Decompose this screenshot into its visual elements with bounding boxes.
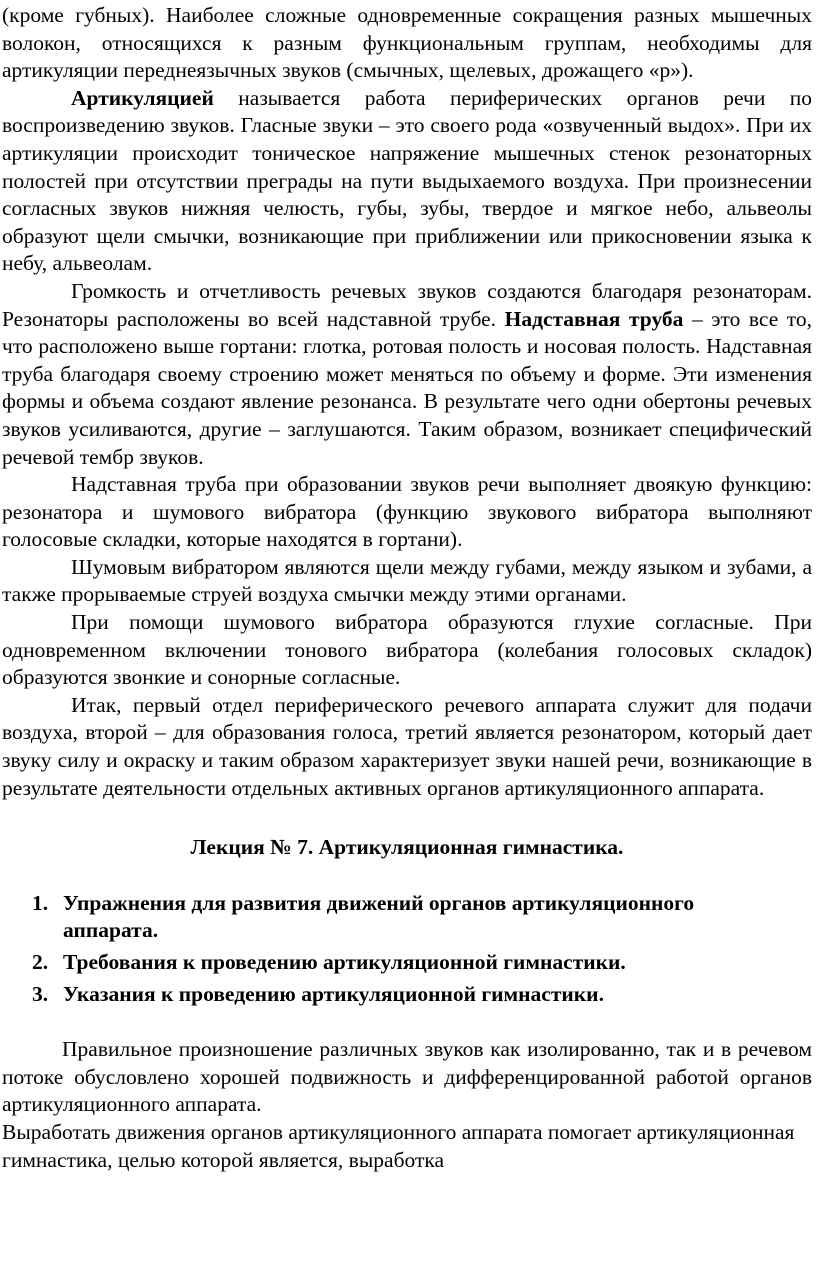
- paragraph-noise-vibrator: [2, 554, 812, 609]
- lecture-heading: Лекция № 7. Артикуляционная гимнастика.: [190, 835, 624, 860]
- term-vocal-tract: Надставная труба: [504, 306, 684, 331]
- paragraph-correct-pronunciation: [2, 1036, 812, 1119]
- paragraph-text: называется работа периферических органов речи по воспроизведению звуков. Гласные звуки – это своего рода «озвученный выдох». При их артикуляции происходит тоническое напряжение мышечных стенок резонаторных полостей при отсутствии преграды на пути выдыхаемого воздуха. При произнесении согласных звуков нижняя челюсть, губы, зубы, твердое и мягкое небо, альвеолы образуют щели смычки, возникающие при приближении или прикосновении языка к небу, альвеолам.: [2, 85, 812, 276]
- paragraph-text: Выработать движения органов артикуляционного аппарата помогает артикуляционная гимнастика, целью которой является, выработка: [2, 1119, 795, 1172]
- paragraph-dual-function: [2, 471, 812, 554]
- paragraph-text: Надставная труба при образовании звуков речи выполняет двоякую функцию: резонатора и шумового вибратора (функцию звукового вибратора выполняют голосовые складки, которые находятся в гортани).: [2, 472, 812, 552]
- list-item-text: Требования к проведению артикуляционной гимнастики.: [63, 950, 626, 974]
- paragraph-summary: [2, 692, 812, 802]
- paragraph-text: – это все то, что расположено выше гортани: глотка, ротовая полость и носовая полость. Надставная труба благодаря своему строению может меняться по объему и форме. Эти изменения формы и объема создают явление резонанса. В результате чего одни обертоны речевых звуков усиливаются, другие – заглушаются. Таким образом, возникает специфический речевой тембр звуков.: [2, 306, 813, 469]
- paragraph-intro-continuation: [2, 2, 812, 85]
- list-item: [2, 890, 812, 945]
- document-page: [2, 2, 812, 1174]
- paragraph-articulation-definition: [2, 85, 812, 278]
- list-item-number: 3.: [32, 981, 49, 1006]
- paragraph-text: Правильное произношение различных звуков как изолированно, так и в речевом потоке обусловлено хорошей подвижность и дифференцированной работой органов артикуляционного аппарата.: [2, 1037, 812, 1117]
- list-item-text: Указания к проведению артикуляционной гимнастики.: [63, 981, 604, 1006]
- list-item: [2, 981, 812, 1009]
- lecture-outline-list: [2, 890, 812, 1008]
- term-articulation: Артикуляцией: [71, 85, 214, 110]
- paragraph-text: (кроме губных). Наиболее сложные одновременные сокращения разных мышечных волокон, относящихся к разным функциональным группам, необходимы для артикуляции переднеязычных звуков (смычных, щелевых, дрожащего «р»).: [2, 3, 812, 83]
- paragraph-gymnastics-purpose: [2, 1119, 812, 1174]
- paragraph-consonants: [2, 609, 812, 692]
- paragraph-resonators: [2, 278, 812, 471]
- paragraph-text: Громкость и отчетливость речевых звуков создаются благодаря резонаторам. Резонаторы расположены во всей надставной трубе.: [2, 278, 812, 331]
- list-item-text: Упражнения для развития движений органов артикуляционного аппарата.: [63, 890, 695, 943]
- list-item: [2, 949, 812, 977]
- paragraph-text: Итак, первый отдел периферического речевого аппарата служит для подачи воздуха, второй – для образования голоса, третий является резонатором, который дает звуку силу и окраску и таким образом характеризует звуки нашей речи, возникающие в результате деятельности отдельных активных органов артикуляционного аппарата.: [2, 692, 812, 800]
- list-item-number: 2.: [32, 950, 49, 974]
- paragraph-text: Шумовым вибратором являются щели между губами, между языком и зубами, а также прорываемые струей воздуха смычки между этими органами.: [2, 554, 812, 607]
- list-item-number: 1.: [32, 890, 49, 915]
- paragraph-text: При помощи шумового вибратора образуются глухие согласные. При одновременном включении тонового вибратора (колебания голосовых складок) образуются звонкие и сонорные согласные.: [2, 610, 812, 690]
